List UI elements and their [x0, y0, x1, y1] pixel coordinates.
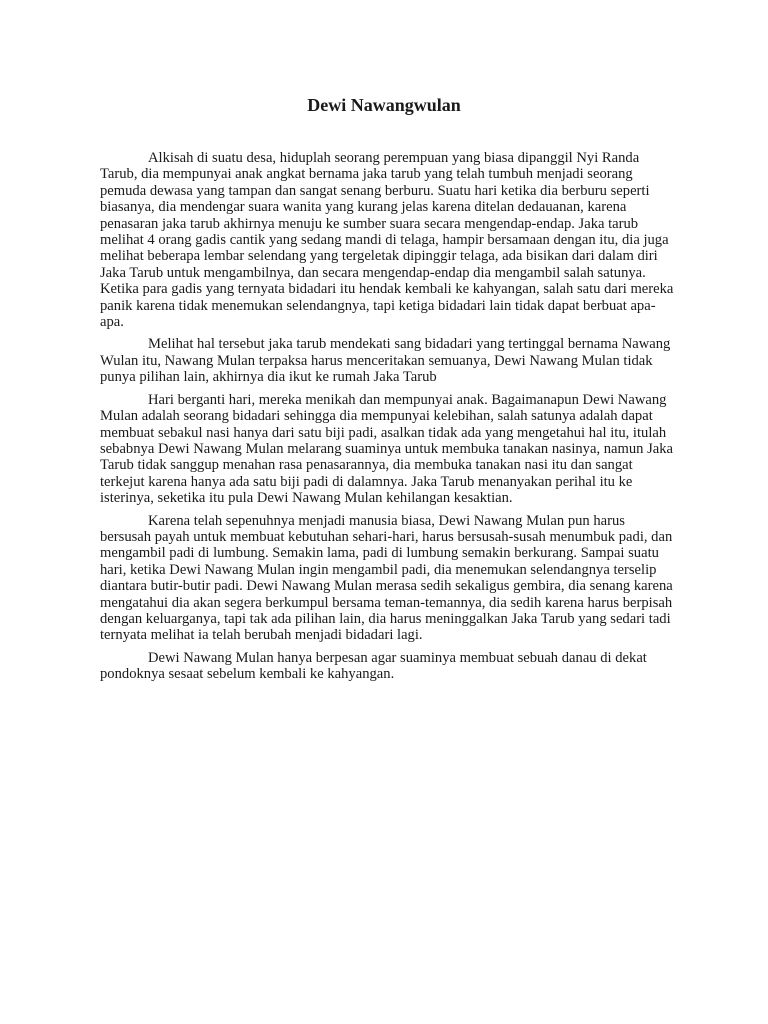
paragraph-1: Alkisah di suatu desa, hiduplah seorang perempuan yang biasa dipanggil Nyi Randa Tarub, dia mempunyai anak angkat bernama jaka tarub yang telah tumbuh menjadi seorang pemuda dewasa yang tampan dan sangat senang berburu. Suatu hari ketika dia berburu seperti biasanya, dia mendengar suara wanita yang kurang jelas karena ditelan dedauanan, karena penasaran jaka tarub akhirnya menuju ke sumber suara secara mengendap-endap. Jaka tarub melihat 4 orang gadis cantik yang sedang mandi di telaga, hampir bersamaan dengan itu, dia juga melihat beberapa lembar selendang yang tergeletak dipinggir telaga, ada bisikan dari dalam diri Jaka Tarub untuk mengambilnya, dan secara mengendap-endap dia mengambil salah satunya. Ketika para gadis yang ternyata bidadari itu hendak kembali ke kahyangan, salah satu dari mereka panik karena tidak menemukan selendangnya, tapi ketiga bidadari lain tidak dapat berbuat apa-apa.: [100, 150, 674, 331]
document-title: Dewi Nawangwulan: [307, 95, 461, 115]
paragraph-3: Hari berganti hari, mereka menikah dan mempunyai anak. Bagaimanapun Dewi Nawang Mulan adalah seorang bidadari sehingga dia mempunyai kelebihan, salah satunya adalah dapat membuat sebakul nasi hanya dari satu biji padi, asalkan tidak ada yang mengetahui hal itu, itulah sebabnya Dewi Nawang Mulan melarang suaminya untuk membuka tanakan nasinya, namun Jaka Tarub tidak sanggup menahan rasa penasarannya, dia membuka tanakan nasi itu dan sangat terkejut karena hanya ada satu biji padi di dalamnya. Jaka Tarub menanyakan perihal itu ke isterinya, seketika itu pula Dewi Nawang Mulan kehilangan kesaktian.: [100, 391, 674, 507]
document-body: [100, 150, 674, 689]
paragraph-2: Melihat hal tersebut jaka tarub mendekati sang bidadari yang tertinggal bernama Nawang Wulan itu, Nawang Mulan terpaksa harus menceritakan semuanya, Dewi Nawang Mulan tidak punya pilihan lain, akhirnya dia ikut ke rumah Jaka Tarub: [100, 336, 671, 386]
paragraph-4: Karena telah sepenuhnya menjadi manusia biasa, Dewi Nawang Mulan pun harus bersusah payah untuk membuat kebutuhan sehari-hari, harus bersusah-susah menumbuk padi, dan mengambil padi di lumbung. Semakin lama, padi di lumbung semakin berkurang. Sampai suatu hari, ketika Dewi Nawang Mulan ingin mengambil padi, dia menemukan selendangnya terselip diantara butir-butir padi. Dewi Nawang Mulan merasa sedih sekaligus gembira, dia senang karena mengatahui dia akan segera berkumpul bersama teman-temannya, dia sedih karena harus berpisah dengan keluarganya, tapi tak ada pilihan lain, dia harus meninggalkan Jaka Tarub yang sedari tadi ternyata melihat ia telah berubah menjadi bidadari lagi.: [100, 512, 673, 644]
paragraph-5: Dewi Nawang Mulan hanya berpesan agar suaminya membuat sebuah danau di dekat pondoknya sesaat sebelum kembali ke kahyangan.: [100, 649, 647, 683]
